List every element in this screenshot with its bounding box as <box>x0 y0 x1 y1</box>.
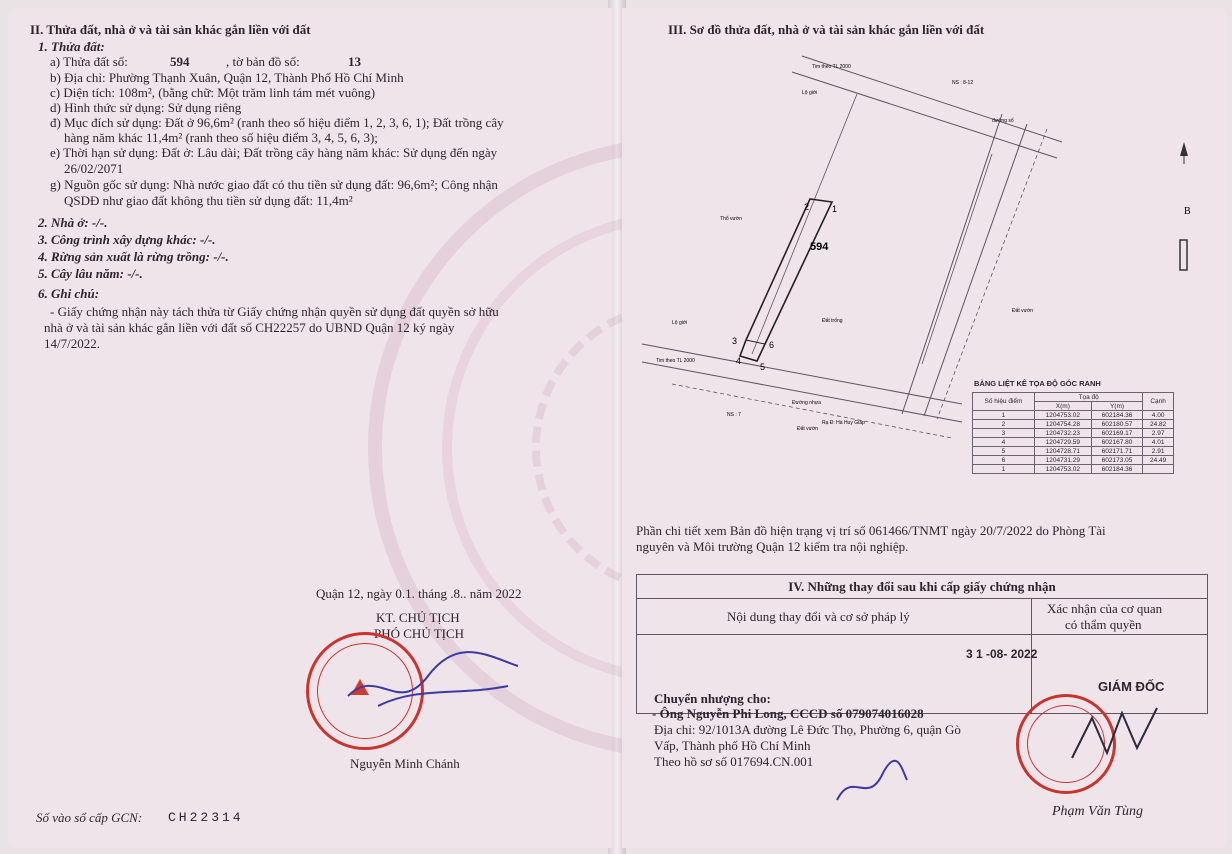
note-line-3: 14/7/2022. <box>44 336 100 351</box>
cell-x: 1204731.29 <box>1034 456 1091 465</box>
cell-edge: 2.97 <box>1143 429 1174 438</box>
approver-name: Phạm Văn Tùng <box>1052 804 1143 819</box>
col-confirm-header-1: Xác nhận của cơ quan <box>1047 601 1163 616</box>
registry-label: Số vào sổ cấp GCN: <box>36 810 143 825</box>
land-parcel-heading: 1. Thửa đất: <box>38 39 105 54</box>
cell-y: 602173.05 <box>1091 456 1143 465</box>
area-line: c) Diện tích: 108m², (bằng chữ: Một trăm linh tám mét vuông) <box>50 85 376 100</box>
signer-title-1: KT. CHỦ TỊCH <box>376 610 460 625</box>
issue-date-line: Quận 12, ngày 0.1. tháng .8.. năm 2022 <box>316 586 522 601</box>
point-label-4: 4 <box>736 356 742 366</box>
map-label-duong-so: đường số <box>992 118 1014 124</box>
cell-point: 3 <box>973 429 1035 438</box>
transfer-file-number: Theo hồ sơ số 017694.CN.001 <box>654 754 814 769</box>
cell-y: 602169.17 <box>1091 429 1143 438</box>
cell-edge: 24.49 <box>1143 456 1174 465</box>
origin-line-1: g) Nguồn gốc sử dụng: Nhà nước giao đất có thu tiền sử dụng đất: 96,6m²; Công nhận <box>50 177 498 192</box>
cell-x: 1204732.23 <box>1034 429 1091 438</box>
left-page <box>8 8 612 848</box>
usage-form-line: d) Hình thức sử dụng: Sử dụng riêng <box>50 100 242 115</box>
cell-x: 1204753.02 <box>1034 465 1091 474</box>
transfer-recipient: - Ông Nguyễn Phi Long, CCCD số 079074016028 <box>652 706 924 721</box>
cell-y: 602184.36 <box>1091 465 1143 474</box>
map-label-top-road: Tim theo TL 2000 <box>812 64 851 70</box>
transfer-heading: Chuyển nhượng cho: <box>654 691 771 706</box>
table-row <box>973 465 1174 474</box>
table-row <box>973 420 1174 429</box>
usage-term-line-1: e) Thời hạn sử dụng: Đất ở: Lâu dài; Đất trồng cây hàng năm khác: Sử dụng đến ngày <box>50 145 498 160</box>
stamp-role: GIÁM ĐỐC <box>1098 679 1165 694</box>
map-label-tho-vuon: Thổ vườn <box>720 216 742 222</box>
point-label-6: 6 <box>769 340 775 350</box>
point-label-1: 1 <box>832 204 838 214</box>
section-title-iii: III. Sơ đồ thửa đất, nhà ở và tài sản khác gắn liền với đất <box>668 22 985 37</box>
table-row <box>973 438 1174 447</box>
detail-note-line-2: nguyên và Môi trường Quận 12 kiểm tra nội nghiệp. <box>636 539 909 554</box>
approver-signature <box>1062 698 1172 778</box>
table-row <box>973 429 1174 438</box>
table-row <box>973 456 1174 465</box>
cell-x: 1204754.28 <box>1034 420 1091 429</box>
map-sheet-value: 13 <box>348 54 361 69</box>
cell-y: 602171.71 <box>1091 447 1143 456</box>
cell-point: 4 <box>973 438 1035 447</box>
cell-x: 1204729.59 <box>1034 438 1091 447</box>
cell-x: 1204753.02 <box>1034 411 1091 420</box>
cell-point: 1 <box>973 465 1035 474</box>
cell-y: 602167.80 <box>1091 438 1143 447</box>
coord-header-edge: Cạnh <box>1143 393 1174 411</box>
cell-y: 602180.57 <box>1091 420 1143 429</box>
signer-name: Nguyễn Minh Chánh <box>350 756 460 771</box>
transfer-address-2: Vấp, Thành phố Hồ Chí Minh <box>654 738 811 753</box>
notes-heading: 6. Ghi chú: <box>38 286 100 301</box>
map-sheet-label: , tờ bản đồ số: <box>226 54 300 69</box>
map-label-dat-vuon: Đất vườn <box>1012 308 1034 314</box>
transfer-address-1: Địa chỉ: 92/1013A đường Lê Đức Thọ, Phường 6, quận Gò <box>654 722 961 737</box>
coord-header-y: Y(m) <box>1091 402 1143 411</box>
map-label-tim-bottom: Tim theo TL 2000 <box>656 358 695 364</box>
parcel-number-label: a) Thửa đất số: <box>50 54 128 69</box>
changes-title: IV. Những thay đổi sau khi cấp giấy chứng nhận <box>637 575 1207 599</box>
coord-table-title: BẢNG LIỆT KÊ TỌA ĐỘ GÓC RANH <box>974 379 1101 388</box>
trees-line: 5. Cây lâu năm: -/-. <box>38 266 143 281</box>
usage-purpose-line-2: hàng năm khác 11,4m² (ranh theo số hiệu điểm 3, 4, 5, 6, 3); <box>64 130 378 145</box>
coord-header-x: X(m) <box>1034 402 1091 411</box>
cell-edge: 4.01 <box>1143 438 1174 447</box>
col-confirm-header-2: có thẩm quyền <box>1065 617 1142 632</box>
note-line-2: nhà ở và tài sản khác gắn liền với đất số CH22257 do UBND Quận 12 ký ngày <box>44 320 455 335</box>
col-content-header: Nội dung thay đổi và cơ sở pháp lý <box>727 609 910 624</box>
cell-edge: 2.91 <box>1143 447 1174 456</box>
origin-line-2: QSDĐ như giao đất không thu tiền sử dụng đất: 11,4m² <box>64 193 353 208</box>
house-line: 2. Nhà ở: -/-. <box>38 215 108 230</box>
cell-point: 6 <box>973 456 1035 465</box>
signer-title-2: PHÓ CHỦ TỊCH <box>374 626 465 641</box>
registry-value: CH22314 <box>168 810 244 825</box>
forest-line: 4. Rừng sản xuất là rừng trồng: -/-. <box>38 249 229 264</box>
address-line: b) Địa chỉ: Phường Thạnh Xuân, Quận 12, Thành Phố Hồ Chí Minh <box>50 70 404 85</box>
map-label-duong-nhua: Đường nhựa <box>792 400 821 406</box>
cell-point: 1 <box>973 411 1035 420</box>
detail-note-line-1: Phần chi tiết xem Bản đồ hiện trạng vị trí số 061466/TNMT ngày 20/7/2022 do Phòng Tài <box>636 523 1106 538</box>
table-row <box>973 411 1174 420</box>
coord-table <box>972 392 1174 474</box>
cell-edge: 24.82 <box>1143 420 1174 429</box>
construction-line: 3. Công trình xây dựng khác: -/-. <box>38 232 216 247</box>
cell-x: 1204728.71 <box>1034 447 1091 456</box>
cell-y: 602184.36 <box>1091 411 1143 420</box>
initial-mark <box>832 760 912 810</box>
coord-header-coords: Tọa độ <box>1034 393 1142 402</box>
map-label-ns-top: NS : 8-12 <box>952 80 974 86</box>
compass-label: B <box>1184 206 1191 217</box>
point-label-2: 2 <box>804 202 810 212</box>
map-label-ns-bottom: NS : 7 <box>727 412 741 418</box>
map-label-lo-gioi-top: Lộ giới <box>802 90 818 96</box>
section-title-ii: II. Thửa đất, nhà ở và tài sản khác gắn liền với đất <box>30 22 311 37</box>
right-page <box>622 8 1226 848</box>
signature-mark <box>338 636 528 726</box>
point-label-5: 5 <box>760 362 766 372</box>
usage-purpose-line-1: đ) Mục đích sử dụng: Đất ở 96,6m² (ranh theo số hiệu điểm 1, 2, 3, 6, 1); Đất trồng cây <box>50 115 504 130</box>
table-row <box>973 447 1174 456</box>
parcel-number-value: 594 <box>170 54 190 69</box>
parcel-number-label: 594 <box>810 241 829 253</box>
cell-point: 2 <box>973 420 1035 429</box>
cell-edge: 4.00 <box>1143 411 1174 420</box>
map-label-ra-road: Rạ Đ: Hà Huy Giáp <box>822 420 865 426</box>
cell-edge <box>1143 465 1174 474</box>
map-label-dat-trong: Đất trống <box>822 318 843 324</box>
point-label-3: 3 <box>732 336 738 346</box>
stamp-date: 3 1 -08- 2022 <box>966 647 1038 661</box>
coord-header-point: Số hiệu điểm <box>973 393 1035 411</box>
note-line-1: - Giấy chứng nhận này tách thửa từ Giấy chứng nhận quyền sử dụng đất quyền sở hữu <box>50 304 499 319</box>
cell-point: 5 <box>973 447 1035 456</box>
map-label-dat-vuon-bottom: Đất vườn <box>797 426 819 432</box>
changes-header-row <box>637 599 1207 635</box>
map-label-lo-gioi-mid: Lộ giới <box>672 320 688 326</box>
usage-term-line-2: 26/02/2071 <box>64 161 124 176</box>
